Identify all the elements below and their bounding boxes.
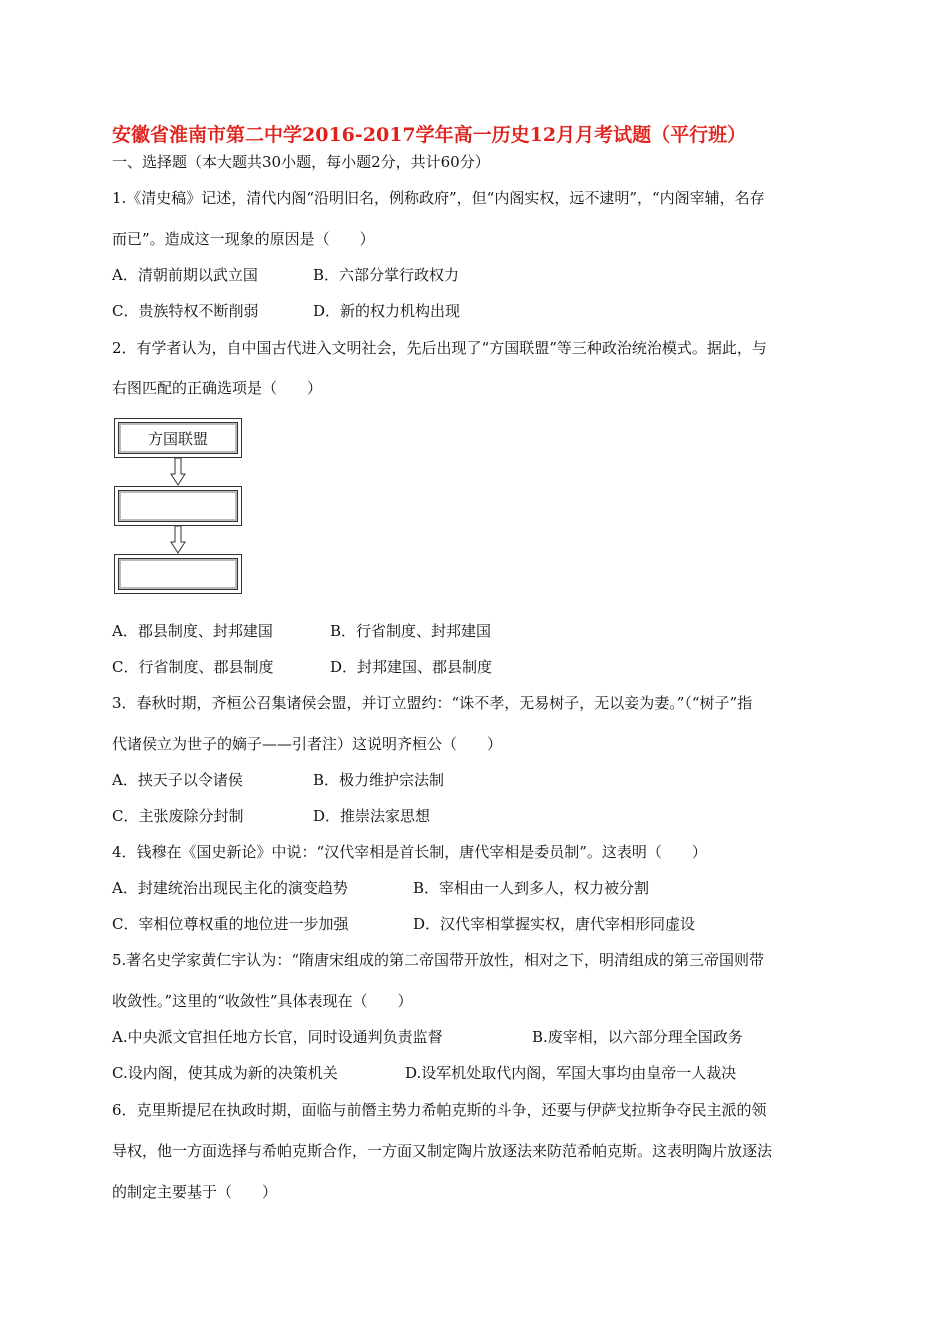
question-2-option-b: B．行省制度、封邦建国 — [330, 622, 492, 640]
exam-title: 安徽省淮南市第二中学2016-2017学年高一历史12月月考试题（平行班） — [112, 124, 747, 146]
question-3-option-d: D．推崇法家思想 — [313, 807, 431, 825]
diagram-box-3 — [114, 554, 242, 594]
question-6-line-2: 导权，他一方面选择与希帕克斯合作，一方面又制定陶片放逐法来防范希帕克斯。这表明陶片放逐法 — [112, 1142, 773, 1160]
question-3-option-b: B．极力维护宗法制 — [313, 771, 445, 789]
question-4-option-d: D．汉代宰相掌握实权，唐代宰相形同虚设 — [413, 915, 696, 933]
question-1-option-c: C．贵族特权不断削弱 — [112, 302, 259, 320]
question-5-option-d: D.设军机处取代内阁，军国大事均由皇帝一人裁决 — [405, 1064, 737, 1082]
section-heading: 一、选择题（本大题共30小题，每小题2分，共计60分） — [112, 153, 490, 171]
question-4-option-b: B．宰相由一人到多人，权力被分割 — [413, 879, 650, 897]
question-2-line-2: 右图匹配的正确选项是（ ） — [112, 379, 323, 397]
question-2-option-a: A．郡县制度、封邦建国 — [112, 622, 273, 640]
question-3-line-2: 代诸侯立为世子的嫡子——引者注）这说明齐桓公（ ） — [112, 735, 503, 753]
arrow-down-icon — [170, 458, 186, 486]
arrow-down-icon — [170, 526, 186, 554]
question-1-option-b: B．六部分掌行政权力 — [313, 266, 460, 284]
question-5-option-c: C.设内阁，使其成为新的决策机关 — [112, 1064, 338, 1082]
question-5-line-2: 收敛性。”这里的“收敛性”具体表现在（ ） — [112, 992, 413, 1010]
question-2-line-1: 2．有学者认为，自中国古代进入文明社会，先后出现了“方国联盟”等三种政治统治模式。据此，与 — [112, 339, 767, 357]
question-3-option-a: A．挟天子以令诸侯 — [112, 771, 243, 789]
question-4-option-c: C．宰相位尊权重的地位进一步加强 — [112, 915, 349, 933]
question-6-line-3: 的制定主要基于（ ） — [112, 1183, 278, 1201]
question-1-option-a: A．清朝前期以武立国 — [112, 266, 258, 284]
question-3-line-1: 3．春秋时期，齐桓公召集诸侯会盟，并订立盟约：“诛不孝，无易树子，无以妾为妻。”（“树子”指 — [112, 694, 753, 712]
question-5-option-a: A.中央派文官担任地方长官，同时设通判负责监督 — [112, 1028, 443, 1046]
question-5-option-b: B.废宰相，以六部分理全国政务 — [532, 1028, 743, 1046]
question-4-option-a: A．封建统治出现民主化的演变趋势 — [112, 879, 348, 897]
question-1-option-d: D．新的权力机构出现 — [313, 302, 461, 320]
question-1-line-1: 1.《清史稿》记述，清代内阁“沿明旧名，例称政府”，但“内阁实权，远不逮明”，“内阁宰辅，名存 — [112, 189, 765, 207]
diagram-box-2 — [114, 486, 242, 526]
diagram-box-1-label: 方国联盟 — [147, 430, 208, 448]
question-1-line-2: 而已”。造成这一现象的原因是（ ） — [112, 230, 375, 248]
question-5-line-1: 5.著名史学家黄仁宇认为：“隋唐宋组成的第二帝国带开放性，相对之下，明清组成的第三帝国则带 — [112, 951, 764, 969]
question-3-option-c: C．主张废除分封制 — [112, 807, 244, 825]
question-2-option-c: C．行省制度、郡县制度 — [112, 658, 274, 676]
diagram-box-1 — [114, 418, 242, 458]
question-4-line-1: 4．钱穆在《国史新论》中说：“汉代宰相是首长制，唐代宰相是委员制”。这表明（ ） — [112, 843, 707, 861]
question-6-line-1: 6．克里斯提尼在执政时期，面临与前僭主势力希帕克斯的斗争，还要与伊萨戈拉斯争夺民主派的领 — [112, 1101, 767, 1119]
question-2-option-d: D．封邦建国、郡县制度 — [330, 658, 493, 676]
flow-diagram — [114, 418, 244, 602]
